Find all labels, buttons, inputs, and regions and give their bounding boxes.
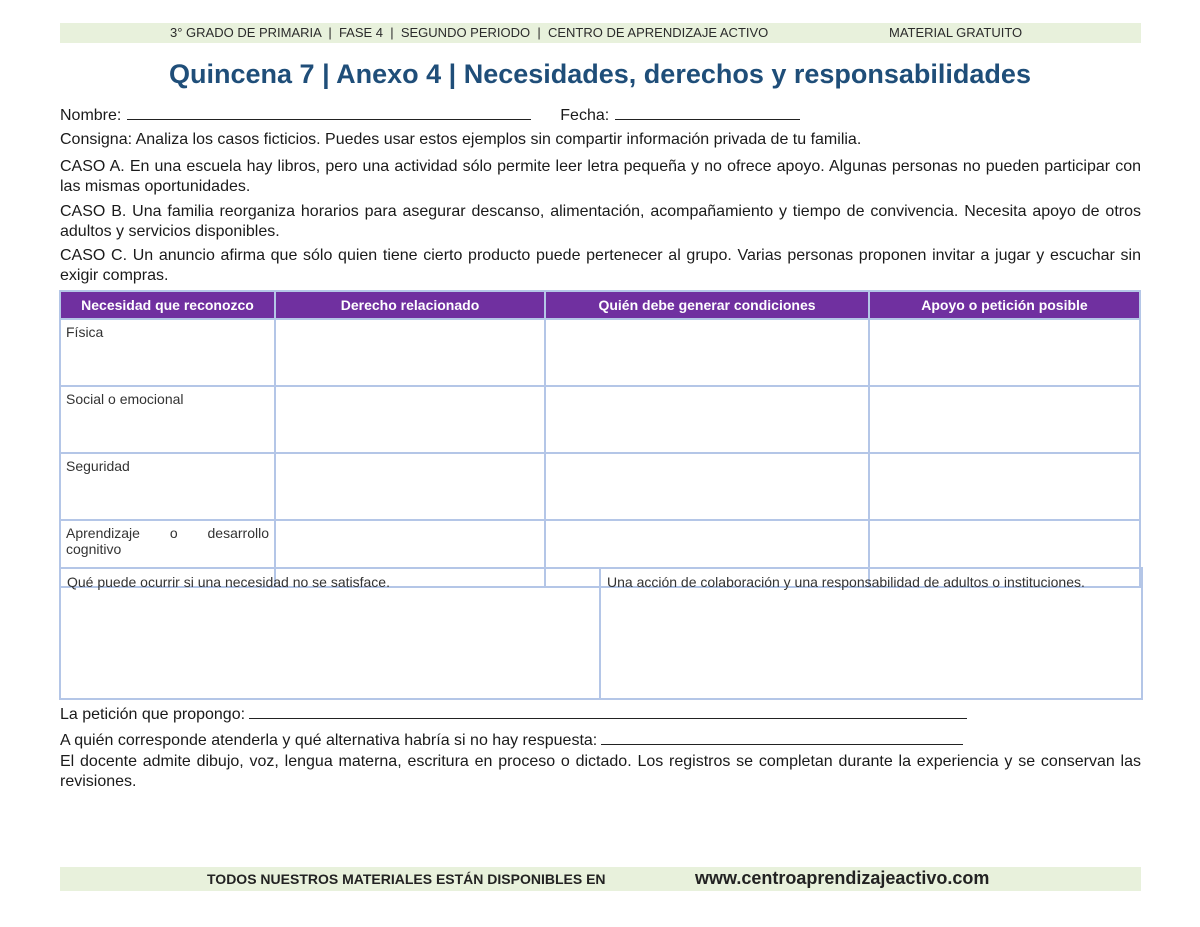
name-date-row <box>60 103 1141 126</box>
header-necesidad: Necesidad que reconozco <box>60 291 275 319</box>
quien-field[interactable] <box>601 728 963 745</box>
footer-url-link[interactable]: www.centroaprendizajeactivo.com <box>695 868 990 888</box>
row-label: Social o emocional <box>60 386 275 453</box>
name-label: Nombre: <box>60 107 122 124</box>
header-course-info: 3° GRADO DE PRIMARIA | FASE 4 | SEGUNDO PERIODO | CENTRO DE APRENDIZAJE ACTIVO <box>170 25 769 40</box>
date-label: Fecha: <box>560 107 610 124</box>
case-c-text: CASO C. Un anuncio afirma que sólo quien tiene cierto producto puede pertenecer al grupo. Varias personas proponen invitar a jugar y escuchar sin exigir compras. <box>60 247 1141 284</box>
answer-cell[interactable] <box>275 386 545 453</box>
case-a-text: CASO A. En una escuela hay libros, pero una actividad sólo permite leer letra pequeña y no ofrece apoyo. Algunas personas no pueden participar con las mismas oportunidades. <box>60 158 1141 195</box>
footer-band <box>60 867 1141 891</box>
table-header-row <box>60 291 1140 319</box>
teacher-note: El docente admite dibujo, voz, lengua materna, escritura en proceso o dictado. Los registros se completan durante la experiencia y se conservan las revisiones. <box>60 753 1141 790</box>
peticion-row <box>60 702 1141 725</box>
reflection-boxes <box>59 567 1143 700</box>
date-field[interactable] <box>615 103 800 120</box>
answer-cell[interactable] <box>545 453 869 520</box>
table-row <box>60 453 1140 520</box>
name-field[interactable] <box>127 103 531 120</box>
row-label: Seguridad <box>60 453 275 520</box>
collaboration-box[interactable] <box>600 568 1142 699</box>
answer-cell[interactable] <box>275 453 545 520</box>
peticion-label: La petición que propongo: <box>60 706 246 723</box>
header-free-material: MATERIAL GRATUITO <box>889 25 1023 40</box>
quien-label: A quién corresponde atenderla y qué alternativa habría si no hay respuesta: <box>60 732 598 749</box>
consigna-text: Consigna: Analiza los casos ficticios. Puedes usar estos ejemplos sin compartir información privada de tu familia. <box>60 131 862 148</box>
case-b-text: CASO B. Una familia reorganiza horarios para asegurar descanso, alimentación, acompañamiento y tiempo de convivencia. Necesita apoyo de otros adultos y servicios disponibles. <box>60 203 1141 240</box>
quien-row <box>60 728 1141 751</box>
collaboration-prompt: Una acción de colaboración y una responsabilidad de adultos o instituciones. <box>607 574 1085 590</box>
consequence-box[interactable] <box>60 568 600 699</box>
consequence-prompt: Qué puede ocurrir si una necesidad no se satisface. <box>67 574 390 590</box>
header-apoyo: Apoyo o petición posible <box>869 291 1140 319</box>
table-row <box>60 319 1140 386</box>
header-derecho: Derecho relacionado <box>275 291 545 319</box>
page-title: Quincena 7 | Anexo 4 | Necesidades, derechos y responsabilidades <box>169 59 1031 89</box>
answer-cell[interactable] <box>869 386 1140 453</box>
header-quien: Quién debe generar condiciones <box>545 291 869 319</box>
answer-cell[interactable] <box>275 319 545 386</box>
answer-cell[interactable] <box>869 453 1140 520</box>
answer-cell[interactable] <box>869 319 1140 386</box>
answer-cell[interactable] <box>545 319 869 386</box>
row-label: Física <box>60 319 275 386</box>
table-row <box>60 386 1140 453</box>
footer-label: TODOS NUESTROS MATERIALES ESTÁN DISPONIBLES EN <box>207 871 606 887</box>
needs-rights-table <box>59 290 1141 588</box>
answer-cell[interactable] <box>545 386 869 453</box>
top-header-band <box>60 23 1141 43</box>
row-label: Aprendizaje o desarrollo cognitivo <box>60 520 275 587</box>
peticion-field[interactable] <box>249 702 967 719</box>
